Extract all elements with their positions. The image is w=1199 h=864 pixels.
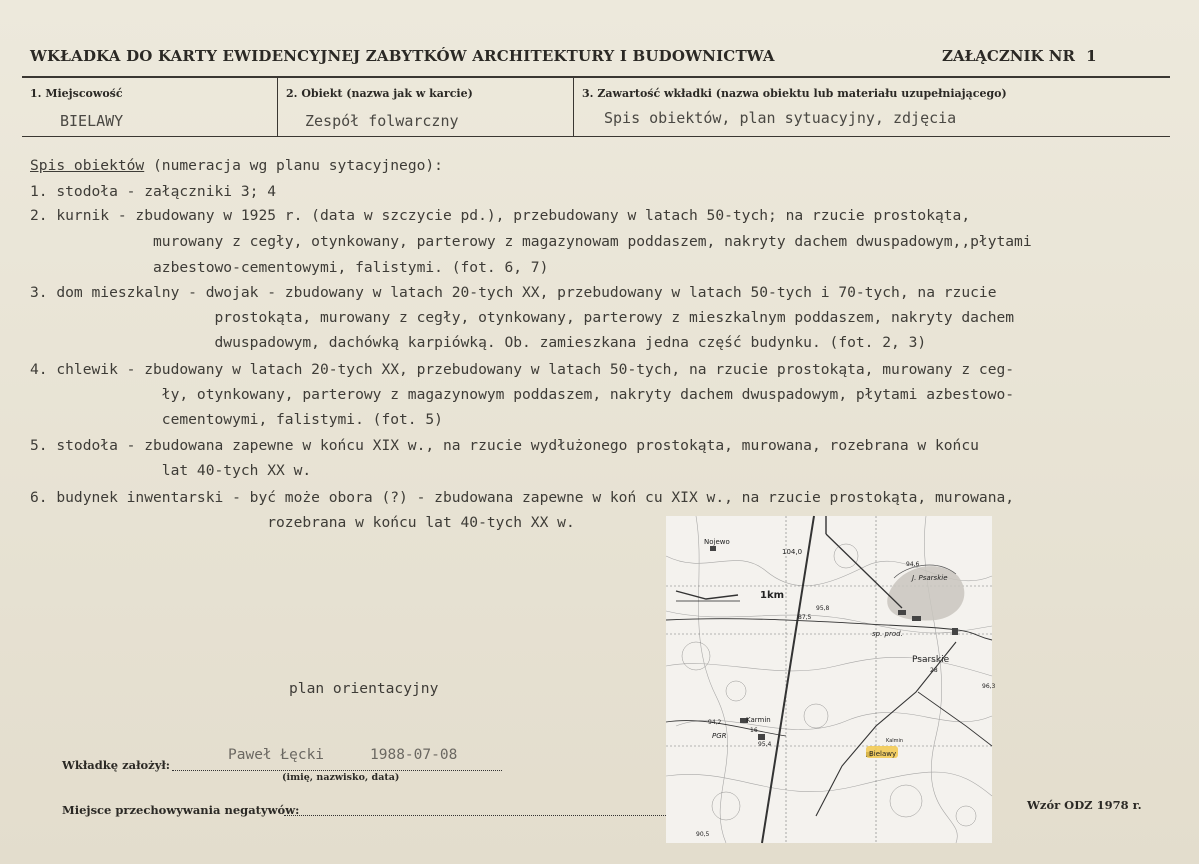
object-line: 5. stodoła - zbudowana zapewne w końcu XIX w., na rzucie wydłużonego prostokąta, murowana, rozebrana w końcu — [30, 437, 979, 454]
map-label: 104,0 — [782, 548, 803, 556]
map-label: 90,5 — [696, 831, 710, 838]
map-label: 95,4 — [758, 741, 772, 748]
object-line: prostokąta, murowany z cegły, otynkowany, parterowy z mieszkalnym poddaszem, nakryty dachem — [30, 309, 1015, 326]
map-label: sp. prod. — [872, 630, 903, 638]
object-line: 1. stodoła - załączniki 3; 4 — [30, 183, 277, 200]
objects-intro-rest: (numeracja wg planu sytacyjnego): — [144, 157, 443, 174]
object-line: 4. chlewik - zbudowany w latach 20-tych XX, przebudowany w latach 50-tych, na rzucie prostokąta, murowany z ceg- — [30, 361, 1015, 378]
object-value: Zespół folwarczny — [305, 112, 459, 130]
orientation-map — [666, 516, 996, 843]
map-label: PGR — [712, 732, 727, 740]
form-code: Wzór ODZ 1978 r. — [1027, 798, 1142, 812]
field-divider-1 — [277, 78, 278, 136]
locality-value: BIELAWY — [60, 112, 124, 130]
author-name: Paweł Łęcki — [228, 747, 325, 763]
map-scale-label: 1km — [760, 590, 785, 601]
content-value: Spis obiektów, plan sytuacyjny, zdjęcia — [604, 109, 957, 127]
plan-caption: plan orientacyjny — [289, 680, 439, 697]
author-hint: (imię, nazwisko, data) — [282, 772, 400, 783]
map-label: 96,3 — [982, 683, 996, 690]
map-drawing — [666, 516, 996, 843]
object-line: cementowymi, falistymi. (fot. 5) — [30, 411, 443, 428]
content-label: 3. Zawartość wkładki (nazwa obiektu lub materiału uzupełniającego) — [582, 87, 1007, 100]
document-title: WKŁADKA DO KARTY EWIDENCYJNEJ ZABYTKÓW ARCHITEKTURY I BUDOWNICTWA — [30, 47, 775, 65]
object-line: 2. kurnik - zbudowany w 1925 r. (data w szczycie pd.), przebudowany w latach 50-tych; na rzucie prostokąta, — [30, 207, 971, 224]
field-divider-2 — [573, 78, 574, 136]
annex-number: 1 — [1086, 47, 1097, 65]
map-label: Psarskie — [912, 655, 950, 665]
map-label: 95,8 — [816, 605, 830, 612]
object-line: murowany z cegły, otynkowany, parterowy z magazynowam poddaszem, nakryty dachem dwuspadowym,,płytami — [30, 233, 1032, 250]
object-label: 2. Obiekt (nazwa jak w karcie) — [286, 87, 473, 100]
object-line: lat 40-tych XX w. — [30, 462, 312, 479]
map-label: 87,5 — [798, 614, 812, 621]
header-rule — [22, 76, 1170, 78]
object-line: 6. budynek inwentarski - być może obora (?) - zbudowana zapewne w koń cu XIX w., na rzucie prostokąta, murowana, — [30, 489, 1015, 506]
map-label: J. Psarskie — [912, 574, 948, 582]
map-label: Bielawy — [869, 750, 897, 758]
map-label: 94,2 — [708, 719, 722, 726]
object-line: dwuspadowym, dachówką karpiówką. Ob. zamieszkana jedna część budynku. (fot. 2, 3) — [30, 334, 927, 351]
author-dotted-line — [172, 770, 502, 771]
object-line: rozebrana w końcu lat 40-tych XX w. — [30, 514, 575, 531]
fields-bottom-rule — [22, 136, 1170, 137]
map-label: 16 — [750, 727, 758, 734]
map-label: 94,6 — [906, 561, 920, 568]
author-label: Wkładkę założył: — [62, 758, 171, 772]
locality-label: 1. Miejscowość — [30, 87, 123, 100]
objects-intro-heading: Spis obiektów — [30, 157, 145, 174]
object-line: ły, otynkowany, parterowy z magazynowym poddaszem, nakryty dachem dwuspadowym, płytami azbestowo- — [30, 386, 1015, 403]
annex-label-text: ZAŁĄCZNIK NR — [942, 47, 1075, 65]
object-line: 3. dom mieszkalny - dwojak - zbudowany w latach 20-tych XX, przebudowany w latach 50-tych i 70-tych, na rzucie — [30, 284, 997, 301]
negatives-label: Miejsce przechowywania negatywów: — [62, 803, 300, 817]
map-label: Kalmin — [886, 738, 904, 744]
author-date: 1988-07-08 — [370, 747, 458, 763]
object-line: azbestowo-cementowymi, falistymi. (fot. 6, 7) — [30, 259, 549, 276]
map-label: Nojewo — [704, 538, 730, 546]
map-label: Karmin — [746, 716, 771, 724]
objects-intro — [30, 157, 443, 174]
annex-label — [942, 47, 1097, 65]
negatives-dotted-line — [284, 815, 666, 816]
map-label: 28 — [930, 667, 938, 674]
